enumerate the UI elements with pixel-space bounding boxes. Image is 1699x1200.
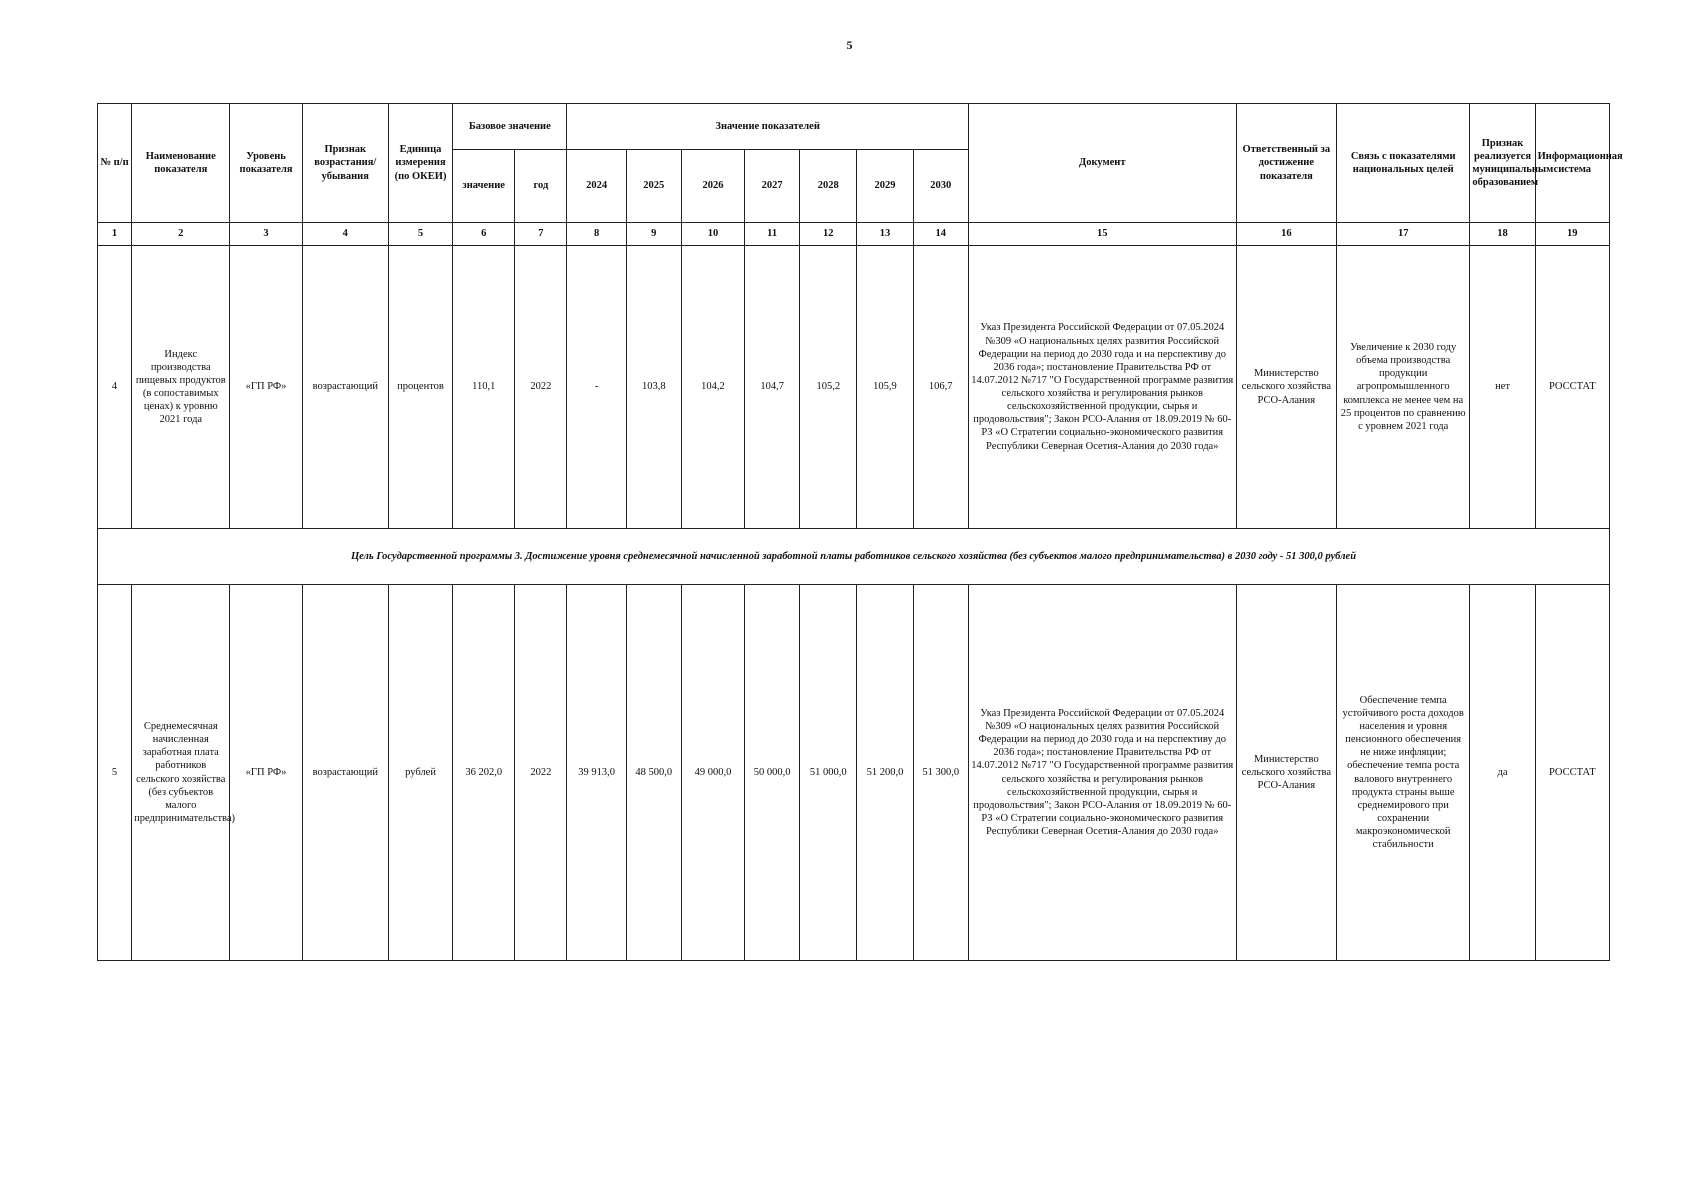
row-national-goal-link: Увеличение к 2030 году объема производства продукции агропромышленного комплекса не менее чем на 25 процентов по сравнению с уровнем 2021 года — [1336, 246, 1469, 529]
row-level: «ГП РФ» — [230, 246, 302, 529]
header-document: Документ — [968, 104, 1236, 223]
table-row — [98, 246, 1610, 529]
row-base-value: 36 202,0 — [453, 585, 515, 961]
column-number: 18 — [1470, 223, 1535, 246]
row-num: 4 — [98, 246, 132, 529]
row-indicator-name: Индекс производства пищевых продуктов (в сопоставимых ценах) к уровню 2021 года — [132, 246, 230, 529]
row-value: 104,7 — [745, 246, 800, 529]
row-municipal: да — [1470, 585, 1535, 961]
row-municipal: нет — [1470, 246, 1535, 529]
row-info-system: РОССТАТ — [1535, 585, 1609, 961]
row-value: 48 500,0 — [626, 585, 681, 961]
row-num: 5 — [98, 585, 132, 961]
row-base-year: 2022 — [515, 585, 567, 961]
column-number: 5 — [388, 223, 452, 246]
header-base-value: значение — [453, 150, 515, 223]
header-year: 2024 — [567, 150, 626, 223]
column-number: 19 — [1535, 223, 1609, 246]
row-value: 51 000,0 — [800, 585, 857, 961]
header-sign: Признак возрастания/ убывания — [302, 104, 388, 223]
column-number: 2 — [132, 223, 230, 246]
header-year: 2025 — [626, 150, 681, 223]
column-number: 16 — [1236, 223, 1336, 246]
indicators-table — [97, 103, 1623, 961]
row-base-value: 110,1 — [453, 246, 515, 529]
header-year: 2030 — [913, 150, 968, 223]
table-row — [98, 585, 1610, 961]
row-unit: процентов — [388, 246, 452, 529]
row-responsible: Министерство сельского хозяйства РСО-Алания — [1236, 246, 1336, 529]
header-name: Наименование показателя — [132, 104, 230, 223]
column-number: 11 — [745, 223, 800, 246]
column-number: 9 — [626, 223, 681, 246]
row-value: 104,2 — [681, 246, 744, 529]
row-value: 50 000,0 — [745, 585, 800, 961]
header-year: 2027 — [745, 150, 800, 223]
header-base-year: год — [515, 150, 567, 223]
row-value: 105,2 — [800, 246, 857, 529]
column-numbers-row — [98, 223, 1610, 246]
header-municipal: Признак реализуется муниципальным образованием — [1470, 104, 1535, 223]
column-number: 3 — [230, 223, 302, 246]
header-unit: Единица измерения (по ОКЕИ) — [388, 104, 452, 223]
column-number: 10 — [681, 223, 744, 246]
row-value: 51 300,0 — [913, 585, 968, 961]
goal-text: Цель Государственной программы 3. Достижение уровня среднемесячной начисленной заработной платы работников сельского хозяйства (без субъектов малого предпринимательства) в 2030 году - 51 300,0 рублей — [98, 529, 1610, 585]
row-national-goal-link: Обеспечение темпа устойчивого роста доходов населения и уровня пенсионного обеспечения не ниже инфляции; обеспечение темпа роста валового внутреннего продукта страны выше среднемирового при сохранении макроэкономической стабильности — [1336, 585, 1469, 961]
row-value: 49 000,0 — [681, 585, 744, 961]
column-number: 4 — [302, 223, 388, 246]
header-base: Базовое значение — [453, 104, 567, 150]
header-link: Связь с показателями национальных целей — [1336, 104, 1469, 223]
header-year: 2028 — [800, 150, 857, 223]
header-year: 2026 — [681, 150, 744, 223]
row-value: 103,8 — [626, 246, 681, 529]
column-number: 17 — [1336, 223, 1469, 246]
row-value: - — [567, 246, 626, 529]
row-document: Указ Президента Российской Федерации от 07.05.2024 №309 «О национальных целях развития Российской Федерации на период до 2030 года и на перспективу до 2036 года»; постановление Правительства РФ от 14.07.2012 №717 "О Государственной программе развития сельского хозяйства и регулирования рынков сельскохозяйственной продукции, сырья и продовольствия"; Закон РСО-Алания от 18.09.2019 № 60-РЗ «О Стратегии социально-экономического развития Республики Северная Осетия-Алания до 2030 года» — [968, 585, 1236, 961]
header-values: Значение показателей — [567, 104, 968, 150]
row-base-year: 2022 — [515, 246, 567, 529]
row-level: «ГП РФ» — [230, 585, 302, 961]
column-number: 6 — [453, 223, 515, 246]
header-num: № п/п — [98, 104, 132, 223]
row-value: 105,9 — [857, 246, 913, 529]
column-number: 7 — [515, 223, 567, 246]
goal-row — [98, 529, 1610, 585]
header-level: Уровень показателя — [230, 104, 302, 223]
header-responsible: Ответственный за достижение показателя — [1236, 104, 1336, 223]
row-document: Указ Президента Российской Федерации от 07.05.2024 №309 «О национальных целях развития Российской Федерации на период до 2030 года и на перспективу до 2036 года»; постановление Правительства РФ от 14.07.2012 №717 "О Государственной программе развития сельского хозяйства и регулирования рынков сельскохозяйственной продукции, сырья и продовольствия"; Закон РСО-Алания от 18.09.2019 № 60-РЗ «О Стратегии социально-экономического развития Республики Северная Осетия-Алания до 2030 года» — [968, 246, 1236, 529]
row-info-system: РОССТАТ — [1535, 246, 1609, 529]
column-number: 12 — [800, 223, 857, 246]
row-value: 39 913,0 — [567, 585, 626, 961]
column-number: 8 — [567, 223, 626, 246]
header-info-system: Информационная система — [1535, 104, 1609, 223]
row-indicator-name: Среднемесячная начисленная заработная плата работников сельского хозяйства (без субъектов малого предпринимательства) — [132, 585, 230, 961]
column-number: 13 — [857, 223, 913, 246]
row-value: 51 200,0 — [857, 585, 913, 961]
column-number: 1 — [98, 223, 132, 246]
column-number: 14 — [913, 223, 968, 246]
row-sign: возрастающий — [302, 585, 388, 961]
header-row-1 — [98, 104, 1610, 150]
row-responsible: Министерство сельского хозяйства РСО-Алания — [1236, 585, 1336, 961]
row-sign: возрастающий — [302, 246, 388, 529]
header-year: 2029 — [857, 150, 913, 223]
row-value: 106,7 — [913, 246, 968, 529]
column-number: 15 — [968, 223, 1236, 246]
page-number: 5 — [846, 38, 853, 52]
row-unit: рублей — [388, 585, 452, 961]
